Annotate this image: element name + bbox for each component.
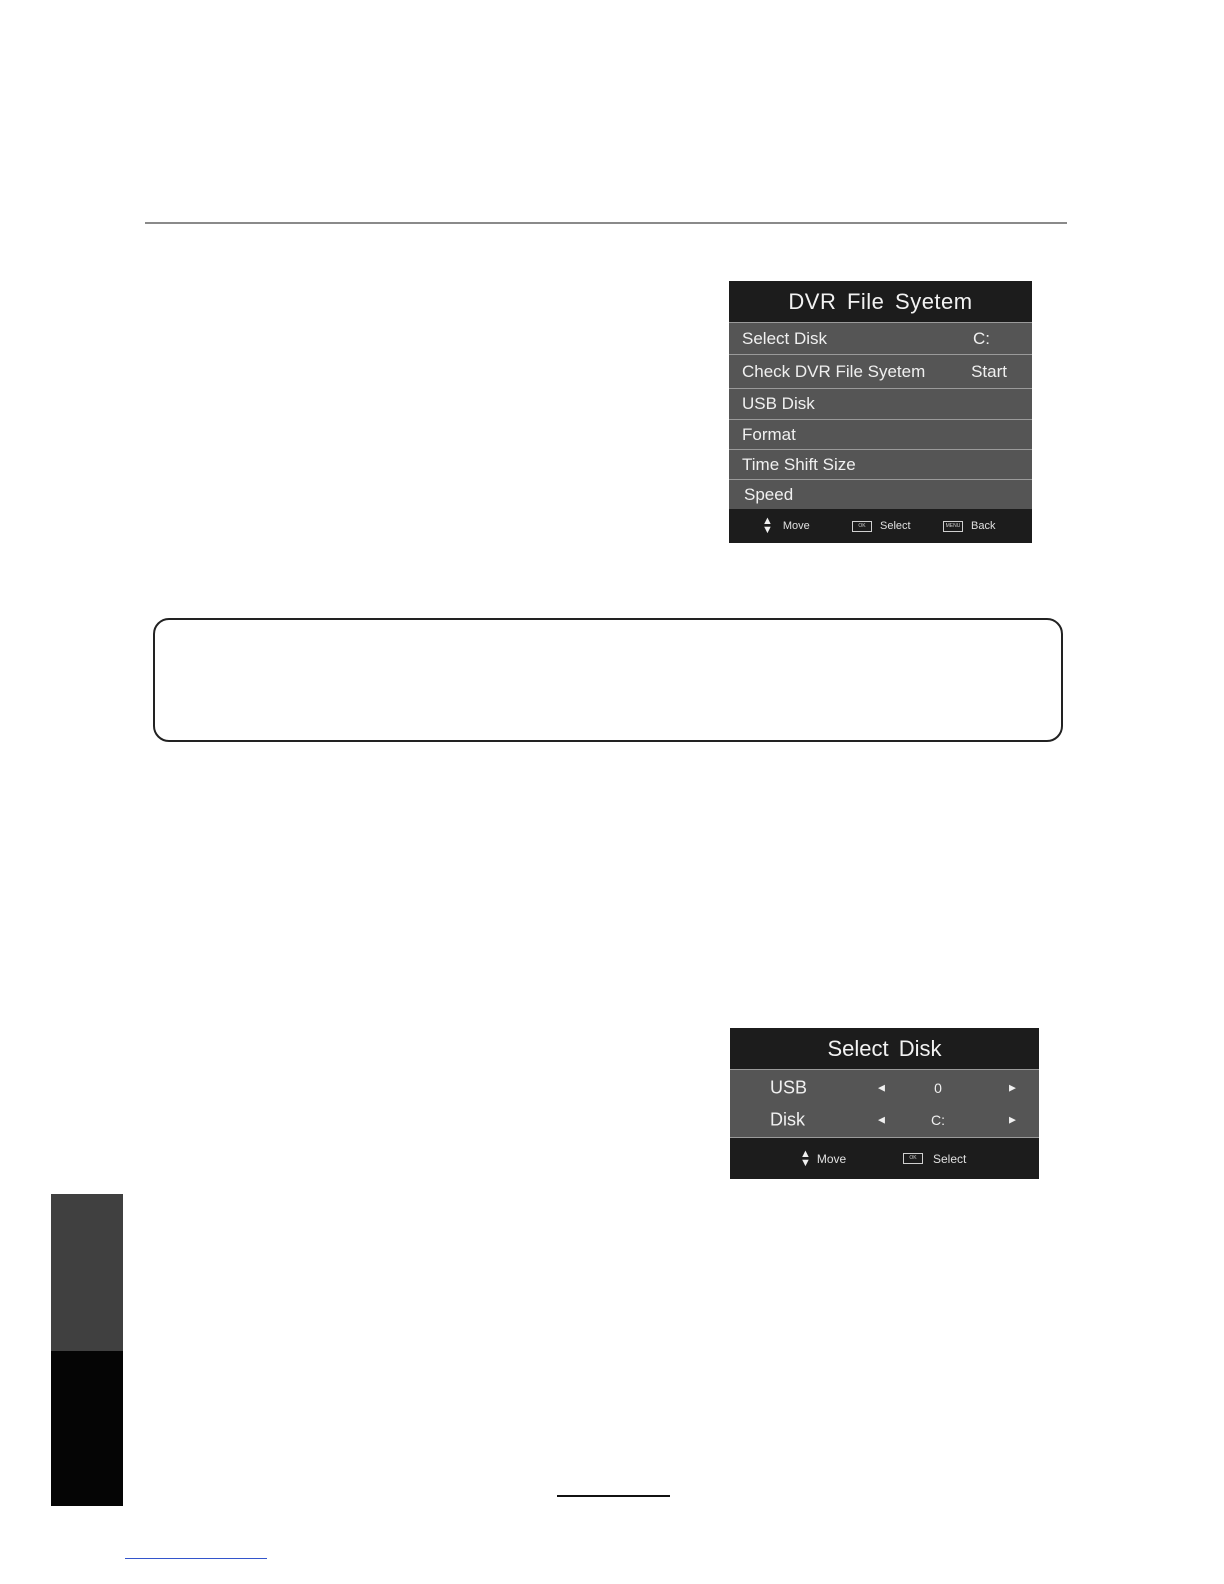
select-label: Select [933,1151,967,1166]
menu-item-value: C: [973,328,990,348]
menu-item-check-dvr-file-system[interactable] [729,354,1032,388]
header-rule [145,222,1067,224]
menu-item-label: Format [742,424,796,444]
footer-move-hint [762,509,810,543]
footer-back-hint [943,509,995,543]
menu-item-label: Select Disk [742,328,828,348]
menu-item-label: USB Disk [742,394,815,413]
menu-item-value: Start [971,361,1007,381]
right-arrow-icon[interactable]: ▶ [1009,1082,1016,1093]
side-tab-lower [51,1351,123,1506]
footer-select-hint [903,1138,966,1179]
side-tab-upper [51,1194,123,1351]
ok-key-icon: OK [852,521,872,532]
note-box [153,618,1063,742]
up-down-arrows-icon: ▲ ▼ [762,515,773,536]
page-number-rule [557,1495,670,1497]
menu-footer [729,509,1032,543]
menu-item-time-shift-size[interactable] [729,449,1032,479]
menu-item-select-disk[interactable] [729,322,1032,354]
ok-key-icon: OK [903,1153,923,1164]
menu-body [730,1069,1039,1138]
footer-link-underline [125,1558,267,1559]
menu-item-label: Check DVR File Syetem [742,361,926,381]
option-row-disk[interactable]: Disk ◀ C: ▶ [770,1109,1016,1130]
move-label: Move [816,1151,847,1166]
move-label: Move [782,520,810,532]
select-disk-menu [730,1028,1039,1179]
footer-move-hint [800,1138,846,1179]
menu-item-usb-disk[interactable] [729,388,1032,419]
menu-item-speed[interactable] [729,479,1032,509]
menu-item-label: Speed [744,484,794,504]
right-arrow-icon[interactable]: ▶ [1009,1114,1016,1125]
left-arrow-icon[interactable]: ◀ [878,1114,885,1125]
menu-key-icon: MENU [943,521,963,532]
option-row-usb[interactable]: USB ◀ 0 ▶ [770,1077,1016,1098]
footer-select-hint [852,509,911,543]
menu-title: DVR File Syetem [788,288,973,314]
option-label: Disk [770,1109,805,1130]
menu-title: Select Disk [827,1035,942,1061]
select-label: Select [880,520,911,532]
dvr-file-system-menu [729,281,1032,543]
menu-item-format[interactable] [729,419,1032,449]
up-down-arrows-icon: ▲ ▼ [800,1147,811,1169]
option-label: USB [770,1077,808,1098]
menu-rows [729,322,1032,509]
menu-item-label: Time Shift Size [742,454,856,474]
left-arrow-icon[interactable]: ◀ [878,1082,885,1093]
menu-footer [730,1138,1039,1179]
back-label: Back [971,520,996,532]
